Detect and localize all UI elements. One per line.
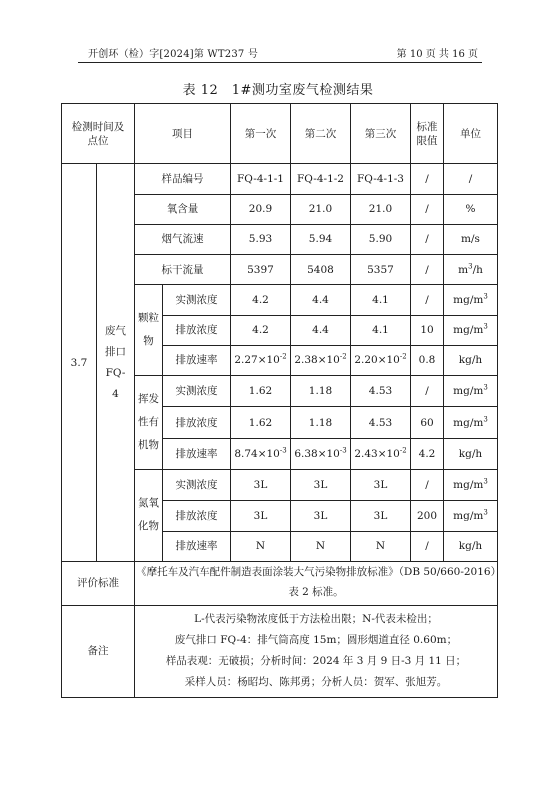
value-limit: 10 bbox=[411, 315, 444, 345]
value-v2: $2.38\times 10^{-2}$ bbox=[291, 345, 351, 375]
row-label: 排放浓度 bbox=[163, 315, 231, 345]
value-unit: $m^3/h$ bbox=[444, 255, 498, 285]
value-v2: 4.4 bbox=[291, 315, 351, 345]
point-name: 废气排口FQ-4 bbox=[97, 164, 135, 561]
value-v3: 4.53 bbox=[351, 407, 411, 438]
value-unit: kg/h bbox=[444, 345, 498, 375]
value-v3: 4.1 bbox=[351, 285, 411, 315]
value-limit: 0.8 bbox=[411, 345, 444, 375]
row-label: 实测浓度 bbox=[163, 285, 231, 315]
row-label: 排放速率 bbox=[163, 345, 231, 375]
value-v1: FQ-4-1-1 bbox=[231, 164, 291, 194]
value-v3: $2.43\times 10^{-2}$ bbox=[351, 438, 411, 469]
value-v3: $2.20\times 10^{-2}$ bbox=[351, 345, 411, 375]
value-unit: $mg/m^3$ bbox=[444, 407, 498, 438]
value-v3: 5.90 bbox=[351, 224, 411, 254]
remark-line: 样品表观：无破损；分析时间：2024 年 3 月 9 日-3 月 11 日； bbox=[165, 655, 467, 668]
remarks-row bbox=[62, 605, 498, 697]
value-v3: 21.0 bbox=[351, 194, 411, 224]
value-v3: 4.1 bbox=[351, 315, 411, 345]
remark-line: 采样人员：杨昭均、陈邦勇；分析人员：贺军、张旭芳。 bbox=[184, 676, 448, 689]
standard-row bbox=[62, 561, 498, 605]
value-v2: $6.38\times 10^{-3}$ bbox=[291, 438, 351, 469]
remarks-content bbox=[135, 605, 498, 697]
remarks-label: 备注 bbox=[62, 605, 135, 697]
header-divider bbox=[78, 62, 482, 63]
value-limit: 4.2 bbox=[411, 438, 444, 469]
value-v1: 1.62 bbox=[231, 376, 291, 407]
value-unit: kg/h bbox=[444, 531, 498, 561]
value-unit: $mg/m^3$ bbox=[444, 501, 498, 531]
value-v2: 4.4 bbox=[291, 285, 351, 315]
header-third: 第三次 bbox=[351, 104, 411, 164]
row-label: 实测浓度 bbox=[163, 376, 231, 407]
header-time-place: 检测时间及点位 bbox=[62, 104, 135, 164]
value-v3: N bbox=[351, 531, 411, 561]
value-limit: / bbox=[411, 470, 444, 501]
standard-label: 评价标准 bbox=[62, 561, 135, 605]
value-v1: 5.93 bbox=[231, 224, 291, 254]
value-v2: N bbox=[291, 531, 351, 561]
value-unit: $mg/m^3$ bbox=[444, 315, 498, 345]
value-v1: $2.27\times 10^{-2}$ bbox=[231, 345, 291, 375]
pollutant-group-name: 挥发性有机物 bbox=[135, 376, 163, 470]
value-v2: 1.18 bbox=[291, 407, 351, 438]
value-v1: 1.62 bbox=[231, 407, 291, 438]
value-v2: 21.0 bbox=[291, 194, 351, 224]
value-unit: $mg/m^3$ bbox=[444, 470, 498, 501]
value-v2: 3L bbox=[291, 501, 351, 531]
value-v3: 4.53 bbox=[351, 376, 411, 407]
value-unit: m/s bbox=[444, 224, 498, 254]
value-limit: / bbox=[411, 224, 444, 254]
value-unit: / bbox=[444, 164, 498, 194]
value-v1: 3L bbox=[231, 501, 291, 531]
value-v2: 5408 bbox=[291, 255, 351, 285]
row-label: 排放速率 bbox=[163, 438, 231, 469]
value-v2: 3L bbox=[291, 470, 351, 501]
header-first: 第一次 bbox=[231, 104, 291, 164]
row-label: 氧含量 bbox=[135, 194, 231, 224]
pollutant-group-name: 氮氧化物 bbox=[135, 470, 163, 562]
table-row bbox=[62, 164, 498, 194]
value-v3: 3L bbox=[351, 470, 411, 501]
value-unit: % bbox=[444, 194, 498, 224]
row-label: 烟气流速 bbox=[135, 224, 231, 254]
value-unit: kg/h bbox=[444, 438, 498, 469]
remark-line: 废气排口 FQ-4：排气筒高度 15m；圆形烟道直径 0.60m； bbox=[174, 634, 458, 647]
value-v2: 1.18 bbox=[291, 376, 351, 407]
value-v1: 5397 bbox=[231, 255, 291, 285]
header-unit: 单位 bbox=[444, 104, 498, 164]
value-limit: / bbox=[411, 194, 444, 224]
table-header-row bbox=[62, 104, 498, 164]
value-unit: $mg/m^3$ bbox=[444, 376, 498, 407]
point-number: 3.7 bbox=[62, 164, 97, 561]
value-v1: $8.74\times 10^{-3}$ bbox=[231, 438, 291, 469]
row-label: 排放速率 bbox=[163, 531, 231, 561]
row-label: 排放浓度 bbox=[163, 407, 231, 438]
standard-text: 《摩托车及汽车配件制造表面涂装大气污染物排放标准》（DB 50/660-2016）表 2 标准。 bbox=[135, 561, 498, 605]
header-item: 项目 bbox=[135, 104, 231, 164]
value-v1: 4.2 bbox=[231, 285, 291, 315]
exhaust-gas-results-table bbox=[61, 103, 498, 698]
row-label: 样品编号 bbox=[135, 164, 231, 194]
value-unit: $mg/m^3$ bbox=[444, 285, 498, 315]
value-v1: 20.9 bbox=[231, 194, 291, 224]
value-v1: 3L bbox=[231, 470, 291, 501]
value-v1: 4.2 bbox=[231, 315, 291, 345]
value-limit: 60 bbox=[411, 407, 444, 438]
value-limit: / bbox=[411, 164, 444, 194]
row-label: 标干流量 bbox=[135, 255, 231, 285]
row-label: 实测浓度 bbox=[163, 470, 231, 501]
value-limit: / bbox=[411, 376, 444, 407]
value-limit: 200 bbox=[411, 501, 444, 531]
header-second: 第二次 bbox=[291, 104, 351, 164]
page-indicator: 第 10 页 共 16 页 bbox=[396, 49, 478, 60]
table-title: 表 12 1#测功室废气检测结果 bbox=[182, 83, 374, 98]
value-v1: N bbox=[231, 531, 291, 561]
value-v2: FQ-4-1-2 bbox=[291, 164, 351, 194]
row-label: 排放浓度 bbox=[163, 501, 231, 531]
value-limit: / bbox=[411, 531, 444, 561]
report-number: 开创环（检）字[2024]第 WT237 号 bbox=[88, 49, 259, 60]
value-v2: 5.94 bbox=[291, 224, 351, 254]
value-v3: 5357 bbox=[351, 255, 411, 285]
remark-line: L-代表污染物浓度低于方法检出限；N-代表未检出； bbox=[194, 613, 438, 626]
value-limit: / bbox=[411, 255, 444, 285]
value-limit: / bbox=[411, 285, 444, 315]
value-v3: 3L bbox=[351, 501, 411, 531]
pollutant-group-name: 颗粒物 bbox=[135, 285, 163, 376]
header-limit: 标准限值 bbox=[411, 104, 444, 164]
value-v3: FQ-4-1-3 bbox=[351, 164, 411, 194]
